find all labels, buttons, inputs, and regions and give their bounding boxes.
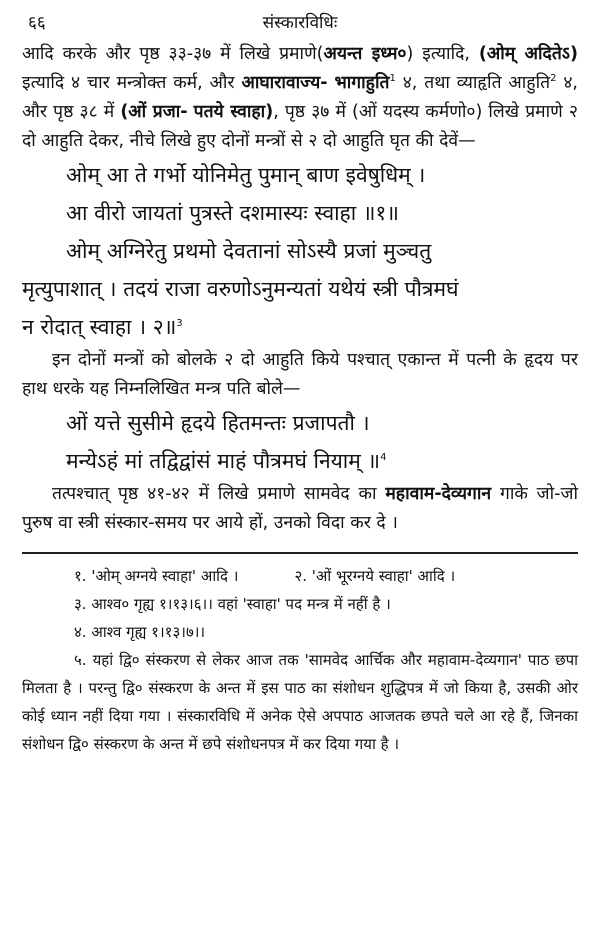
mantra-reference: भागाहुति bbox=[334, 73, 390, 93]
mantra-text: मन्येऽहं मां तद्विद्वांसं माहं पौत्रमघं नियाम् ॥ bbox=[66, 449, 381, 473]
footnote-4: ४. आश्व गृह्य १।१३।७।। bbox=[74, 623, 206, 641]
mantra-block-1 bbox=[22, 156, 578, 346]
footnote-5: ५. यहां द्वि० संस्करण से लेकर आज तक 'सामवेद आर्चिक और महावाम-देव्यगान' पाठ छपा मिलता है । परन्तु द्वि० संस्करण के अन्त में इस पाठ का संशोधन शुद्धिपत्र में जो किया है, उसकी ओर कोई ध्यान नहीं दिया गया । संस्कारविधि में अनेक ऐसे अपपाठ आजतक छपते चले आ रहे हैं, जिनका संशोधन द्वि० संस्करण के अन्त में छपे संशोधनपत्र में कर दिया गया है । bbox=[22, 651, 578, 753]
mantra-reference: (ओं प्रजा- bbox=[120, 102, 188, 122]
footnote-marker: 3 bbox=[176, 318, 183, 329]
page-number: ६६ bbox=[28, 13, 46, 33]
mantra-reference: अयन्त इध्म० bbox=[323, 44, 407, 64]
mantra-reference: आघारावाज्य- bbox=[241, 73, 328, 93]
mantra-line: मृत्युपाशात् । तदयं राजा वरुणोऽनुमन्यतां यथेयं स्त्री पौत्रमघं bbox=[22, 277, 459, 301]
intro-text: ४, और पृष्ठ ३८ में bbox=[22, 73, 578, 122]
intro-paragraph bbox=[22, 40, 578, 156]
mantra-line: ओम् आ ते गर्भो योनिमेतु पुमान् बाण इवेषुधिम् । bbox=[66, 163, 426, 187]
instruction-paragraph: इन दोनों मन्त्रों को बोलके २ दो आहुति किये पश्चात् एकान्त में पत्नी के हृदय पर हाथ धरके यह निम्नलिखित मन्त्र पति बोले— bbox=[22, 350, 578, 399]
closing-paragraph bbox=[22, 480, 578, 538]
footnote-2: २. 'ओं भूरग्नये स्वाहा' आदि । bbox=[294, 567, 456, 585]
intro-text: इत्यादि ४ चार मन्त्रोक्त कर्म, और bbox=[22, 73, 242, 93]
closing-text: तत्पश्चात् पृष्ठ ४१-४२ में लिखे प्रमाणे सामवेद का bbox=[52, 484, 386, 504]
samaveda-song-name: महावाम-देव्यगान bbox=[385, 484, 492, 504]
mantra-block-2 bbox=[22, 404, 578, 480]
intro-text: आहुति देकर, नीचे लिखे हुए दोनों मन्त्रों से २ दो आहुति घृत की bbox=[41, 131, 434, 151]
footnote-marker: 4 bbox=[380, 452, 387, 463]
intro-text: ) इत्यादि, bbox=[406, 44, 470, 64]
mantra-reference: पतये स्वाहा) bbox=[193, 102, 274, 122]
footnotes bbox=[22, 562, 578, 758]
mantra-reference: (ओम् अदितेऽ) bbox=[478, 44, 578, 64]
mantra-line: ओम् अग्निरेतु प्रथमो देवतानां सोऽस्यै प्रजां मुञ्चतु bbox=[66, 239, 432, 263]
intro-text: देवें— bbox=[439, 131, 476, 151]
mantra-line: ओं यत्ते सुसीमे हृदये हितमन्तः प्रजापतौ । bbox=[66, 411, 370, 435]
running-title: संस्कारविधिः bbox=[262, 13, 338, 33]
intro-text: ४, तथा व्याहृति आहुति bbox=[395, 73, 551, 93]
mantra-line: आ वीरो जायतां पुत्रस्ते दशमास्यः स्वाहा ॥१॥ bbox=[66, 201, 399, 225]
mantra-line bbox=[22, 442, 578, 480]
mantra-text: न रोदात् स्वाहा । २॥ bbox=[22, 315, 177, 339]
closing-text: गाके जो-जो पुरुष वा स्त्री संस्कार-समय पर आये हों, उनको विदा कर दे । bbox=[22, 484, 578, 533]
footnote-3: ३. आश्व० गृह्य १।१३।६।। वहां 'स्वाहा' पद मन्त्र में नहीं है । bbox=[74, 595, 391, 613]
mantra-line bbox=[22, 308, 578, 346]
intro-text: , पृष्ठ ३७ में (ओं यदस्य कर्मणो०) लिखे प्रमाणे २ दो bbox=[22, 102, 578, 151]
intro-text: आदि करके और पृष्ठ ३३-३७ में लिखे प्रमाणे( bbox=[22, 44, 324, 64]
footnote-1: १. 'ओम् अग्नये स्वाहा' आदि । bbox=[74, 567, 239, 585]
footnote-line bbox=[22, 562, 578, 590]
footnote-divider bbox=[22, 552, 578, 554]
footnote-marker: 2 bbox=[550, 73, 557, 85]
page-header bbox=[22, 8, 578, 40]
footnote-marker: 1 bbox=[389, 73, 396, 85]
